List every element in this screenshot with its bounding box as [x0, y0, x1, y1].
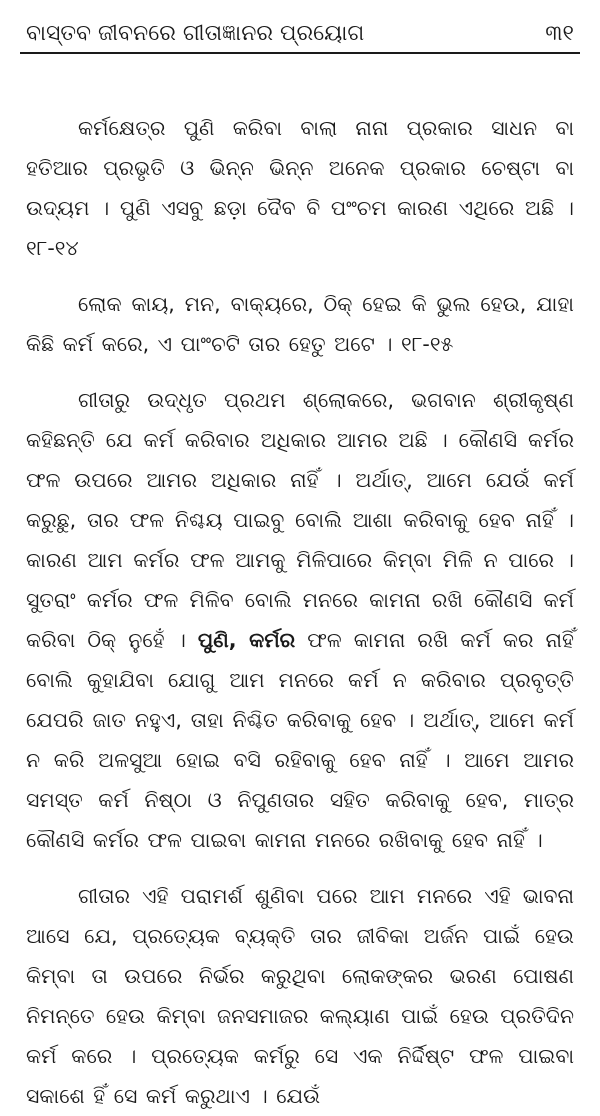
running-header [20, 0, 580, 54]
paragraph-3-bold-lead: ପୁଣି, କର୍ମର [197, 628, 296, 652]
paragraph-1: କର୍ମକ୍ଷେତ୍ର ପୁଣି କରିବା ବାଲା ନାନା ପ୍ରକାର ସାଧନ ବା ହତିଆର ପ୍ରଭୃତି ଓ ଭିନ୍ନ ଭିନ୍ନ ଅନେକ ପ୍ରକାର ଚେଷ୍ଟା ବା ଉଦ୍ୟମ । ପୁଣି ଏସବୁ ଛଡ଼ା ଦୈବ ବି ପଂଂଚମ କାରଣ ଏଥିରେ ଅଛି । ୧୮-୧୪ [26, 116, 574, 260]
paragraph-3-text-after: ଫଳ କାମନା ରଖି କର୍ମ କର ନାହିଁ ବୋଲି କୁହାଯିବା ଯୋଗୁ ଆମ ମନରେ କର୍ମ ନ କରିବାର ପ୍ରବୃତ୍ତି ଯେପରି ଜାତ ନହୁଏ, ତାହା ନିଶ୍ଚିତ କରିବାକୁ ହେବ । ଅର୍ଥାତ୍, ଆମେ କର୍ମ ନ କରି ଅଳସୁଆ ହୋଇ ବସି ରହିବାକୁ ହେବ ନାହିଁ । ଆମେ ଆମର ସମସ୍ତ କର୍ମ ନିଷ୍ଠା ଓ ନିପୁଣତାର ସହିତ କରିବାକୁ ହେବ, ମାତ୍ର କୌଣସି କର୍ମର ଫଳ ପାଇବା କାମନା ମନରେ ରଖିବାକୁ ହେବ ନାହିଁ । [26, 628, 574, 852]
header-title: ବାସ୍ତବ ଜୀବନରେ ଗୀତାଜ୍ଞାନର ପ୍ରୟୋଗ [26, 21, 365, 46]
page-number: ୩୧ [545, 21, 574, 46]
paragraph-3-text: ଗୀତାରୁ ଉଦ୍ଧୃତ ପ୍ରଥମ ଶ୍ଲୋକରେ, ଭଗବାନ ଶ୍ରୀକୃଷ୍ଣ କହିଛନ୍ତି ଯେ କର୍ମ କରିବାର ଅଧିକାର ଆମର ଅଛି । କୌଣସି କର୍ମର ଫଳ ଉପରେ ଆମର ଅଧିକାର ନାହିଁ । ଅର୍ଥାତ୍, ଆମେ ଯେଉଁ କର୍ମ କରୁଛୁ, ତାର ଫଳ ନିଶ୍ଚୟ ପାଇବୁ ବୋଲି ଆଶା କରିବାକୁ ହେବ ନାହିଁ । କାରଣ ଆମ କର୍ମର ଫଳ ଆମକୁ ମିଳିପାରେ କିମ୍ବା ମିଳି ନ ପାରେ । ସୁତରାଂ କର୍ମର ଫଳ ମିଳିବ ବୋଲି ମନରେ କାମନା ରଖି କୌଣସି କର୍ମ କରିବା ଠିକ୍ ନୁହେଁ । [26, 388, 574, 652]
page-body [26, 54, 574, 1116]
paragraph-2: ଲୋକ କାୟ, ମନ, ବାକ୍ୟରେ, ଠିକ୍ ହେଇ କି ଭୁଲ ହେଉ, ଯାହା କିଛି କର୍ମ କରେ, ଏ ପାଂଂଚଟି ତାର ହେତୁ ଅଟେ । ୧୮-୧୫ [26, 292, 574, 356]
paragraph-3 [26, 380, 574, 860]
paragraph-4: ଗୀତାର ଏହି ପରାମର୍ଶ ଶୁଣିବା ପରେ ଆମ ମନରେ ଏହି ଭାବନା ଆସେ ଯେ, ପ୍ରତ୍ୟେକ ବ୍ୟକ୍ତି ତାର ଜୀବିକା ଅର୍ଜନ ପାଇଁ ହେଉ କିମ୍ବା ତା ଉପରେ ନିର୍ଭର କରୁଥିବା ଲୋକଙ୍କର ଭରଣ ପୋଷଣ ନିମନ୍ତେ ହେଉ କିମ୍ବା ଜନସମାଜର କଲ୍ୟାଣ ପାଇଁ ହେଉ ପ୍ରତିଦିନ କର୍ମ କରେ । ପ୍ରତ୍ୟେକ କର୍ମରୁ ସେ ଏକ ନିର୍ଦ୍ଦିଷ୍ଟ ଫଳ ପାଇବା ସକାଶେ ହିଁ ସେ କର୍ମ କରୁଥାଏ । ଯେଉଁ [26, 884, 574, 1108]
